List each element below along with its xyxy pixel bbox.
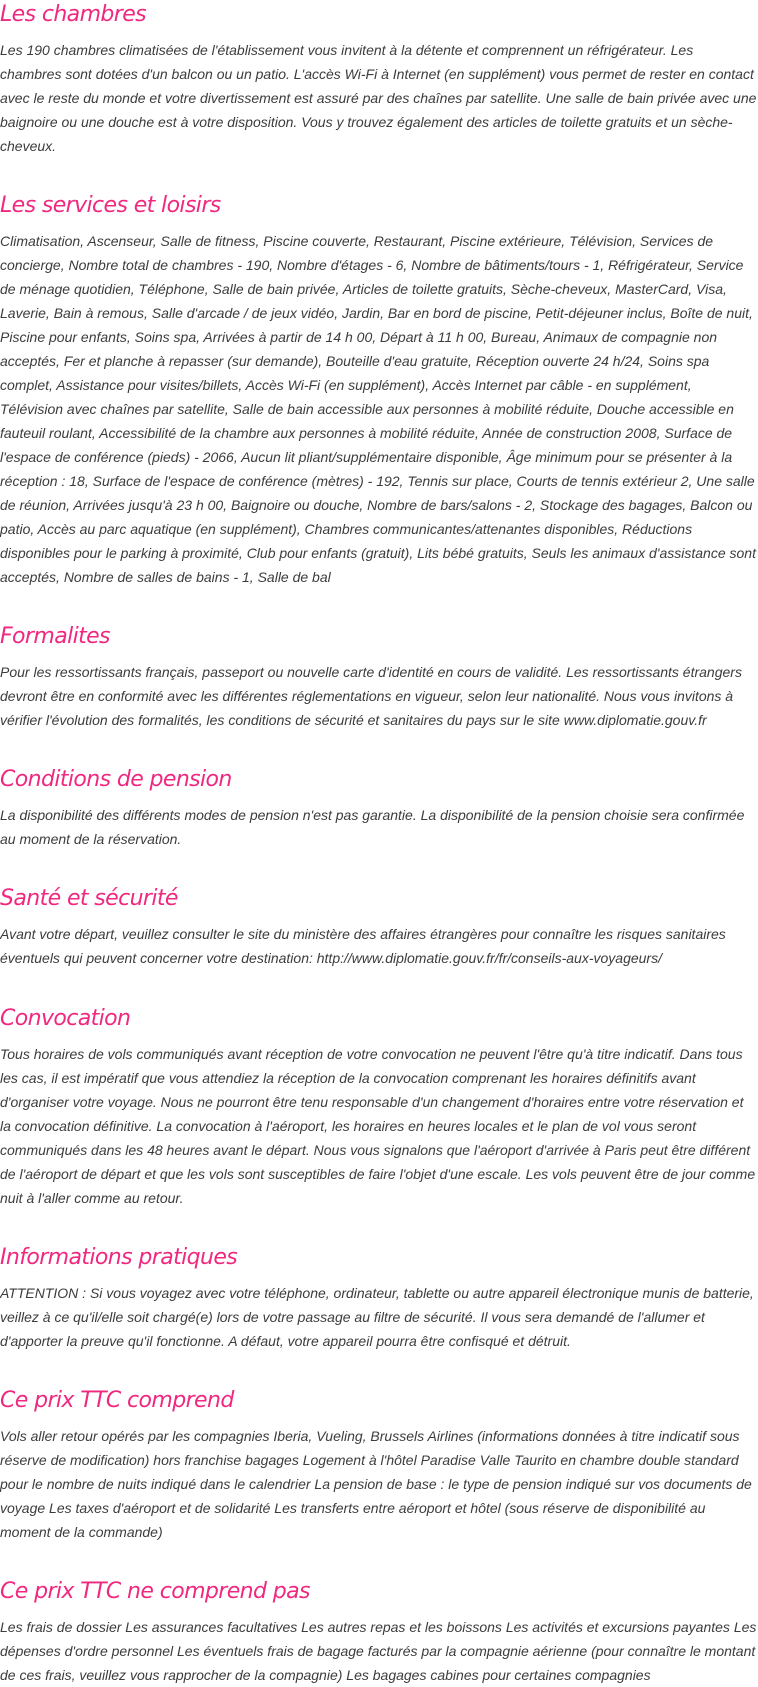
section-prix-ne-comprend-pas bbox=[0, 1577, 758, 1687]
section-sante-et-securite bbox=[0, 884, 758, 970]
section-title: Ce prix TTC ne comprend pas bbox=[0, 1579, 310, 1604]
section-convocation bbox=[0, 1004, 758, 1210]
section-text: ATTENTION : Si vous voyagez avec votre téléphone, ordinateur, tablette ou autre appareil électronique munis de batterie, veillez à ce qu'il/elle soit chargé(e) lors de votre passage au filtre de sécurité. Il vous sera demandé de l'allumer et d'apporter la preuve qu'il fonctionne. A défaut, votre appareil pourra être confisqué et détruit. bbox=[0, 1285, 754, 1349]
section-title: Convocation bbox=[0, 1006, 131, 1031]
section-text: Les 190 chambres climatisées de l'établissement vous invitent à la détente et comprennent un réfrigérateur. Les chambres sont dotées d'un balcon ou un patio. L'accès Wi-Fi à Internet (en supplément) vous permet de rester en contact avec le reste du monde et votre divertissement est assuré par des chaînes par satellite. Une salle de bain privée avec une baignoire ou une douche est à votre disposition. Vous y trouvez également des articles de toilette gratuits et un sèche-cheveux. bbox=[0, 42, 757, 154]
section-title: Formalites bbox=[0, 624, 110, 649]
section-text: Vols aller retour opérés par les compagnies Iberia, Vueling, Brussels Airlines (informations données à titre indicatif sous réserve de modification) hors franchise bagages Logement à l'hôtel Paradise Valle Taurito en chambre double standard pour le nombre de nuits indiqué dans le calendrier La pension de base : le type de pension indiqué sur vos documents de voyage Les taxes d'aéroport et de solidarité Les transferts entre aéroport et hôtel (sous réserve de disponibilité au moment de la commande) bbox=[0, 1428, 752, 1540]
section-text: Avant votre départ, veuillez consulter le site du ministère des affaires étrangères pour connaître les risques sanitaires éventuels qui peuvent concerner votre destination: http://www.diplomatie.gouv.fr/fr/conseils-aux-voyageurs/ bbox=[0, 926, 726, 966]
section-text: Tous horaires de vols communiqués avant réception de votre convocation ne peuvent l'être qu'à titre indicatif. Dans tous les cas, il est impératif que vous attendiez la réception de la convocation comprenant les horaires définitifs avant d'organiser votre voyage. Nous ne pourront être tenu responsable d'un changement d'horaires entre votre réservation et la convocation définitive. La convocation à l'aéroport, les horaires en heures locales et le plan de vol vous seront communiqués dans les 48 heures avant le départ. Nous vous signalons que l'aéroport d'arrivée à Paris peut être différent de l'aéroport de départ et que les vols sont susceptibles de faire l'objet d'une escale. Les vols peuvent être de jour comme nuit à l'aller comme au retour. bbox=[0, 1046, 756, 1206]
section-title: Conditions de pension bbox=[0, 767, 232, 792]
section-services-et-loisirs bbox=[0, 191, 758, 589]
section-prix-comprend bbox=[0, 1386, 758, 1544]
section-les-chambres bbox=[0, 0, 758, 158]
section-text: Pour les ressortissants français, passeport ou nouvelle carte d'identité en cours de validité. Les ressortissants étrangers devront être en conformité avec les différentes réglementations en vigueur, selon leur nationalité. Nous vous invitons à vérifier l'évolution des formalités, les conditions de sécurité et sanitaires du pays sur le site www.diplomatie.gouv.fr bbox=[0, 664, 742, 728]
section-title: Ce prix TTC comprend bbox=[0, 1388, 234, 1413]
section-informations-pratiques bbox=[0, 1243, 758, 1353]
section-conditions-de-pension bbox=[0, 765, 758, 851]
section-title: Informations pratiques bbox=[0, 1245, 238, 1270]
section-text: Climatisation, Ascenseur, Salle de fitness, Piscine couverte, Restaurant, Piscine extérieure, Télévision, Services de concierge, Nombre total de chambres - 190, Nombre d'étages - 6, Nombre de bâtiments/tours - 1, Réfrigérateur, Service de ménage quotidien, Téléphone, Salle de bain privée, Articles de toilette gratuits, Sèche-cheveux, MasterCard, Visa, Laverie, Bain à remous, Salle d'arcade / de jeux vidéo, Jardin, Bar en bord de piscine, Petit-déjeuner inclus, Boîte de nuit, Piscine pour enfants, Soins spa, Arrivées à partir de 14 h 00, Départ à 11 h 00, Bureau, Animaux de compagnie non acceptés, Fer et planche à repasser (sur demande), Bouteille d'eau gratuite, Réception ouverte 24 h/24, Soins spa complet, Assistance pour visites/billets, Accès Wi-Fi (en supplément), Accès Internet par câble - en supplément, Télévision avec chaînes par satellite, Salle de bain accessible aux personnes à mobilité réduite, Douche accessible en fauteuil roulant, Accessibilité de la chambre aux personnes à mobilité réduite, Année de construction 2008, Surface de l'espace de conférence (pieds) - 2066, Aucun lit pliant/supplémentaire disponible, Âge minimum pour se présenter à la réception : 18, Surface de l'espace de conférence (mètres) - 192, Tennis sur place, Courts de tennis extérieur 2, Une salle de réunion, Arrivées jusqu'à 23 h 00, Baignoire ou douche, Nombre de bars/salons - 2, Stockage des bagages, Balcon ou patio, Accès au parc aquatique (en supplément), Chambres communicantes/attenantes disponibles, Réductions disponibles pour le parking à proximité, Club pour enfants (gratuit), Lits bébé gratuits, Seuls les animaux d'assistance sont acceptés, Nombre de salles de bains - 1, Salle de bal bbox=[0, 233, 756, 585]
section-text: La disponibilité des différents modes de pension n'est pas garantie. La disponibilité de la pension choisie sera confirmée au moment de la réservation. bbox=[0, 807, 745, 847]
section-formalites bbox=[0, 622, 758, 732]
section-title: Les chambres bbox=[0, 2, 147, 27]
section-title: Santé et sécurité bbox=[0, 886, 178, 911]
section-text: Les frais de dossier Les assurances facultatives Les autres repas et les boissons Les activités et excursions payantes Les dépenses d'ordre personnel Les éventuels frais de bagage facturés par la compagnie aérienne (pour connaître le montant de ces frais, veuillez vous rapprocher de la compagnie) Les bagages cabines pour certaines compagnies bbox=[0, 1619, 757, 1683]
section-title: Les services et loisirs bbox=[0, 193, 221, 218]
